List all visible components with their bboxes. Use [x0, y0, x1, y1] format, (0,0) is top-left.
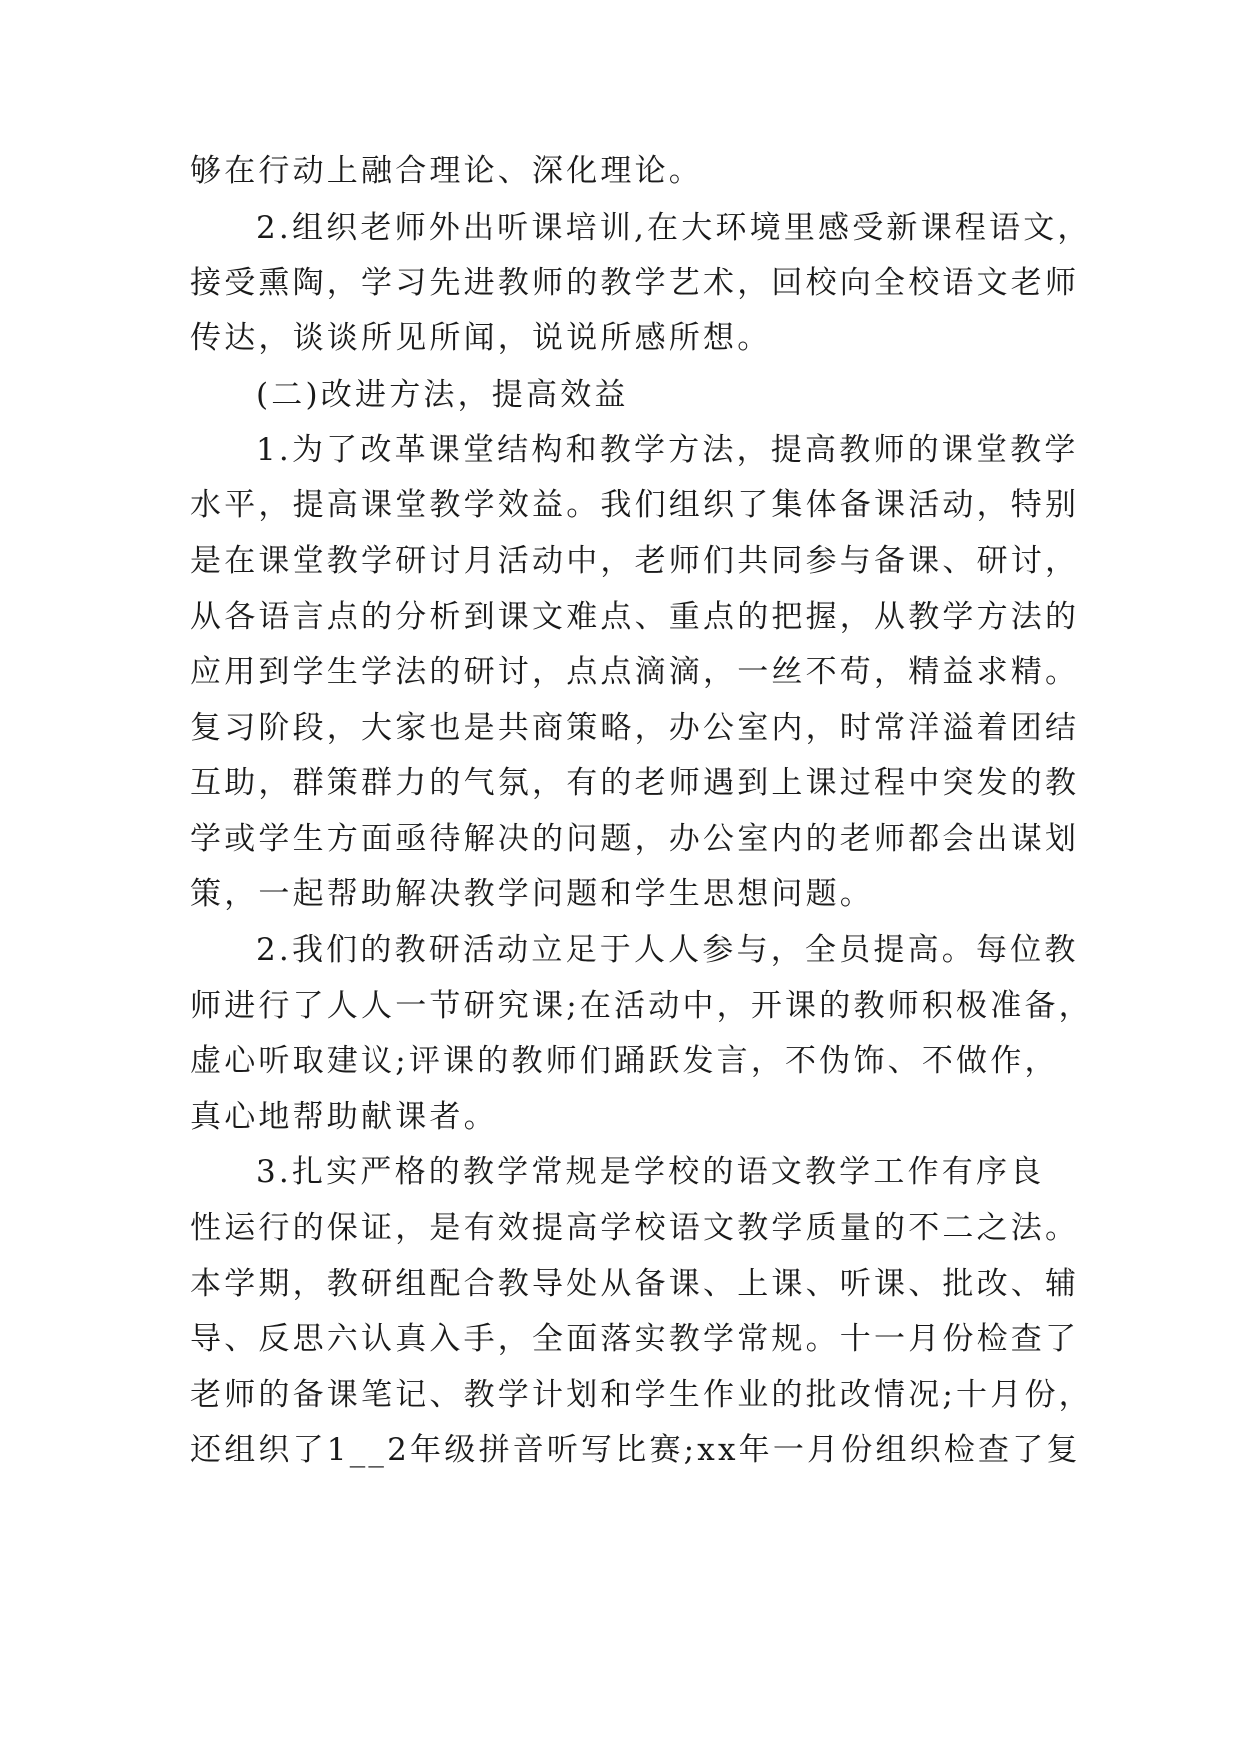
- text-line: 传达，谈谈所见所闻，说说所感所想。: [190, 320, 772, 356]
- text-line: 还组织了1__2年级拼音听写比赛;xx年一月份组织检查了复: [190, 1432, 1081, 1468]
- text-line: 师进行了人人一节研究课;在活动中，开课的教师积极准备，: [190, 988, 1093, 1024]
- text-line: 从各语言点的分析到课文难点、重点的把握，从教学方法的: [190, 599, 1080, 635]
- text-line: 导、反思六认真入手，全面落实教学常规。十一月份检查了: [190, 1321, 1080, 1357]
- text-line: 接受熏陶，学习先进教师的教学艺术，回校向全校语文老师: [190, 265, 1080, 301]
- text-line: 是在课堂教学研讨月活动中，老师们共同参与备课、研讨，: [190, 543, 1080, 579]
- section-heading: (二)改进方法，提高效益: [256, 377, 629, 413]
- text-line: 真心地帮助献课者。: [190, 1099, 498, 1135]
- text-line: 性运行的保证，是有效提高学校语文教学质量的不二之法。: [190, 1210, 1080, 1246]
- text-line: 2.我们的教研活动立足于人人参与，全员提高。每位教: [256, 932, 1079, 968]
- text-line: 够在行动上融合理论、深化理论。: [190, 153, 703, 189]
- text-line: 策，一起帮助解决教学问题和学生思想问题。: [190, 876, 874, 912]
- text-line: 2.组织老师外出听课培训,在大环境里感受新课程语文，: [256, 210, 1092, 246]
- text-line: 水平，提高课堂教学效益。我们组织了集体备课活动，特别: [190, 487, 1080, 523]
- text-line: 老师的备课笔记、教学计划和学生作业的批改情况;十月份，: [190, 1377, 1093, 1413]
- text-line: 本学期，教研组配合教导处从备课、上课、听课、批改、辅: [190, 1266, 1080, 1302]
- text-line: 学或学生方面亟待解决的问题，办公室内的老师都会出谋划: [190, 821, 1080, 857]
- text-line: 互助，群策群力的气氛，有的老师遇到上课过程中突发的教: [190, 765, 1080, 801]
- text-line: 虚心听取建议;评课的教师们踊跃发言，不伪饰、不做作，: [190, 1043, 1059, 1079]
- text-line: 1.为了改革课堂结构和教学方法，提高教师的课堂教学: [256, 432, 1079, 468]
- text-line: 3.扎实严格的教学常规是学校的语文教学工作有序良: [256, 1154, 1045, 1190]
- text-line: 复习阶段，大家也是共商策略，办公室内，时常洋溢着团结: [190, 710, 1080, 746]
- text-line: 应用到学生学法的研讨，点点滴滴，一丝不苟，精益求精。: [190, 654, 1080, 690]
